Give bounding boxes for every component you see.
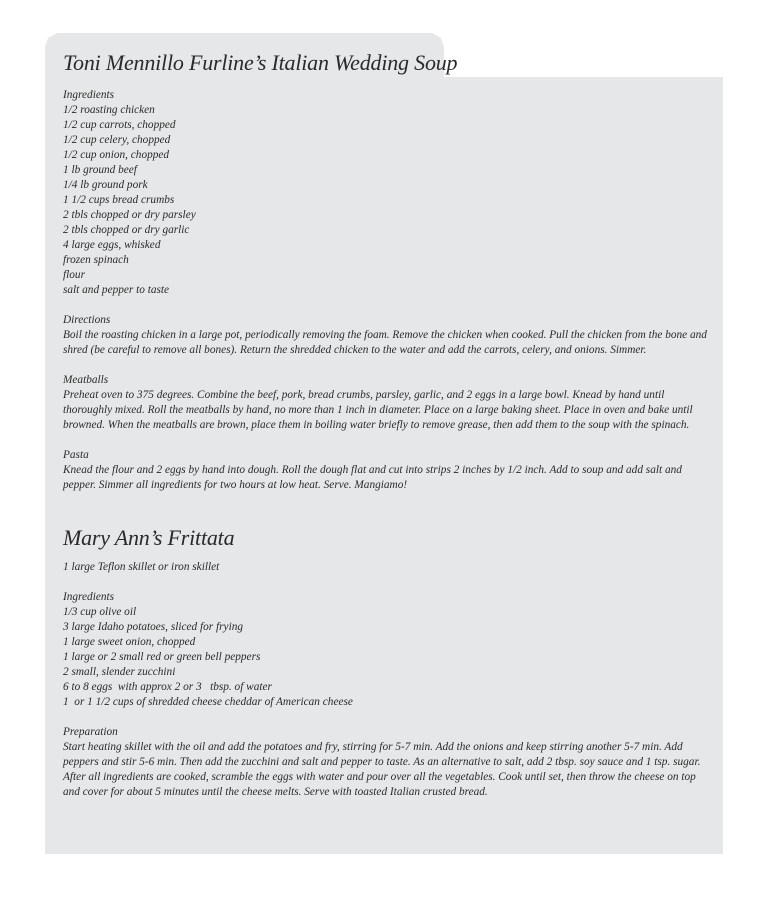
recipe2-ingredient: 2 small, slender zucchini: [63, 666, 176, 678]
recipe1-directions-text: Boil the roasting chicken in a large pot, periodically removing the foam. Remove the chicken when cooked. Pull the chicken from the bone and shred (be careful to remove all bones). Return the shredded chicken to the water and add the carrots, celery, and onions. Simmer.: [63, 329, 707, 356]
recipe2-ingredient: 1 large or 2 small red or green bell peppers: [63, 651, 261, 663]
recipe1-ingredient: flour: [63, 269, 85, 281]
recipe1-ingredient: 1/2 roasting chicken: [63, 104, 155, 116]
recipe2-ingredient: 1 or 1 1/2 cups of shredded cheese cheddar of American cheese: [63, 696, 353, 708]
recipe1-ingredient: 2 tbls chopped or dry parsley: [63, 209, 196, 221]
recipe2-ingredient: 1 large sweet onion, chopped: [63, 636, 196, 648]
recipe1-ingredient: 1 lb ground beef: [63, 164, 137, 176]
recipe1-ingredient: salt and pepper to taste: [63, 284, 170, 296]
recipe1-meatballs-text: Preheat oven to 375 degrees. Combine the beef, pork, bread crumbs, parsley, garlic, and 2 eggs in a large bowl. Knead by hand until thoroughly mixed. Roll the meatballs by hand, no more than 1 inch in diameter. Place on a large baking sheet. Place in oven and bake until browned. When the meatballs are brown, place them in boiling water briefly to remove grease, then add them to the soup with the spinach.: [63, 389, 693, 431]
recipe1-ingredient: 1 1/2 cups bread crumbs: [63, 194, 175, 206]
recipe2-title: Mary Ann’s Frittata: [63, 525, 235, 550]
recipe1-ingredient: 4 large eggs, whisked: [63, 239, 161, 251]
recipe1-ingredient: 1/2 cup carrots, chopped: [63, 119, 176, 131]
recipe1-title: Toni Mennillo Furline’s Italian Wedding Soup: [63, 50, 458, 75]
recipe2-preparation-text: Start heating skillet with the oil and add the potatoes and fry, stirring for 5-7 min. Add the onions and keep stirring another 5-7 min. Add peppers and stir 5-6 min. Then add the zucchini and salt and pepper to taste. As an alternative to salt, add 2 tbsp. soy sauce and 1 tsp. sugar. After all ingredients are cooked, scramble the eggs with water and pour over all the vegetables. Cook until set, then throw the cheese on top and cover for about 5 minutes until the cheese melts. Serve with toasted Italian crusted bread.: [63, 741, 701, 798]
recipe1-pasta-text: Knead the flour and 2 eggs by hand into dough. Roll the dough flat and cut into strips 2 inches by 1/2 inch. Add to soup and add salt and pepper. Simmer all ingredients for two hours at low heat. Serve. Mangiamo!: [63, 464, 682, 491]
recipe2-ingredient: 6 to 8 eggs with approx 2 or 3 tbsp. of water: [63, 681, 272, 693]
recipe2-ingredient: 3 large Idaho potatoes, sliced for frying: [63, 621, 243, 633]
recipe1-pasta-heading: Pasta: [63, 449, 89, 461]
recipe2-ingredient: 1/3 cup olive oil: [63, 606, 137, 618]
recipe1-meatballs-heading: Meatballs: [63, 374, 109, 386]
recipe-content: [63, 48, 713, 800]
recipe1-directions-heading: Directions: [63, 314, 111, 326]
recipe1-ingredient: 2 tbls chopped or dry garlic: [63, 224, 190, 236]
recipe2-preparation-heading: Preparation: [63, 726, 118, 738]
recipe1-ingredient: 1/4 lb ground pork: [63, 179, 148, 191]
recipe1-ingredient: 1/2 cup celery, chopped: [63, 134, 171, 146]
recipe1-ingredients-heading: Ingredients: [63, 89, 115, 101]
recipe2-ingredients-heading: Ingredients: [63, 591, 115, 603]
recipe2-equipment: 1 large Teflon skillet or iron skillet: [63, 561, 220, 573]
recipe1-ingredient: 1/2 cup onion, chopped: [63, 149, 170, 161]
recipe1-ingredient: frozen spinach: [63, 254, 129, 266]
